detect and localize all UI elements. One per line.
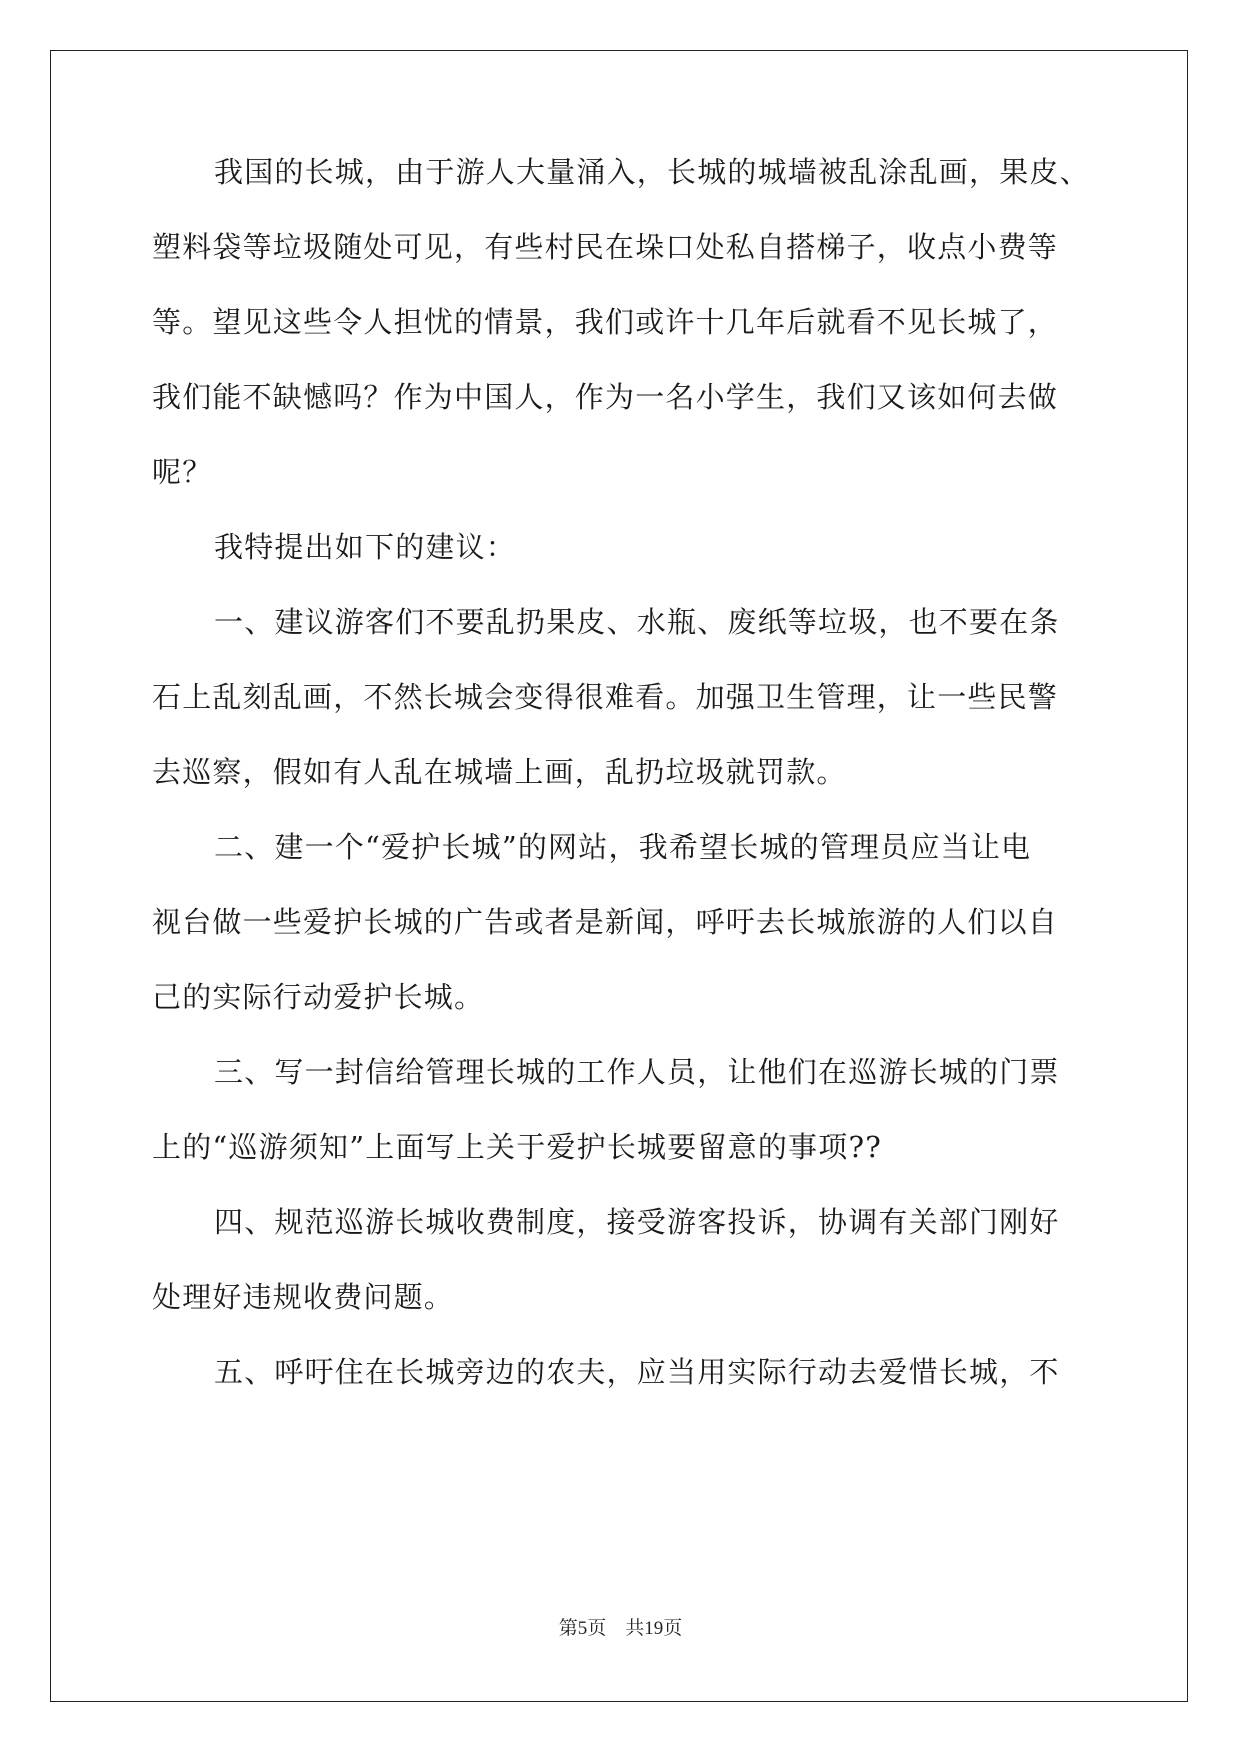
paragraph-3-line-2: 石上乱刻乱画，不然长城会变得很难看。加强卫生管理，让一些民警	[152, 680, 1059, 714]
paragraph-4-line-1: 二、建一个“爱护长城”的网站，我希望长城的管理员应当让电	[214, 830, 1032, 864]
paragraph-1-line-2: 塑料袋等垃圾随处可见，有些村民在垛口处私自搭梯子，收点小费等	[152, 230, 1059, 264]
paragraph-6-line-2: 处理好违规收费问题。	[152, 1280, 455, 1314]
paragraph-4-line-2: 视台做一些爱护长城的广告或者是新闻，呼吁去长城旅游的人们以自	[152, 905, 1059, 939]
page-border	[50, 50, 1188, 1702]
paragraph-4-line-3: 己的实际行动爱护长城。	[152, 980, 485, 1014]
paragraph-1-line-3: 等。望见这些令人担忧的情景，我们或许十几年后就看不见长城了，	[152, 305, 1059, 339]
paragraph-1-line-1: 我国的长城，由于游人大量涌入，长城的城墙被乱涂乱画，果皮、	[214, 155, 1090, 189]
paragraph-3-line-1: 一、建议游客们不要乱扔果皮、水瓶、废纸等垃圾，也不要在条	[214, 605, 1060, 639]
paragraph-7-line-1: 五、呼吁住在长城旁边的农夫，应当用实际行动去爱惜长城，不	[214, 1355, 1060, 1389]
paragraph-2-line-1: 我特提出如下的建议：	[214, 530, 517, 564]
paragraph-1-line-5: 呢？	[152, 455, 213, 489]
paragraph-1-line-4: 我们能不缺憾吗？作为中国人，作为一名小学生，我们又该如何去做	[152, 380, 1059, 414]
paragraph-3-line-3: 去巡察，假如有人乱在城墙上画，乱扔垃圾就罚款。	[152, 755, 847, 789]
paragraph-5-line-2: 上的“巡游须知”上面写上关于爱护长城要留意的事项??	[152, 1130, 882, 1164]
page-number: 第5页 共19页	[558, 1618, 683, 1639]
paragraph-6-line-1: 四、规范巡游长城收费制度，接受游客投诉，协调有关部门刚好	[214, 1205, 1060, 1239]
paragraph-5-line-1: 三、写一封信给管理长城的工作人员，让他们在巡游长城的门票	[214, 1055, 1060, 1089]
